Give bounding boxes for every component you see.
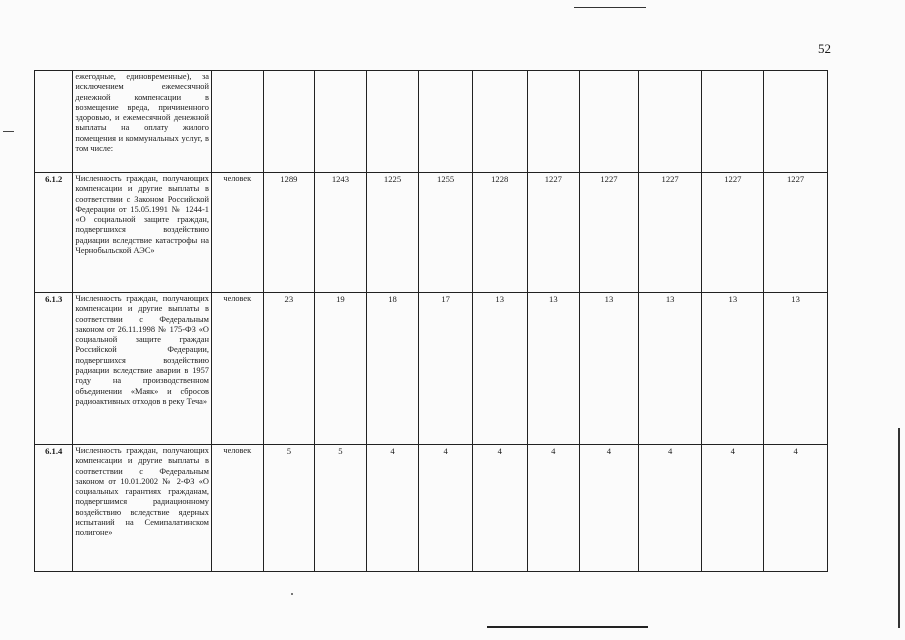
value-cell: 5 (263, 445, 315, 572)
value-cell (263, 71, 315, 173)
value-cell: 19 (315, 293, 367, 445)
value-cell: 18 (366, 293, 419, 445)
value-cell: 13 (764, 293, 828, 445)
scan-edge-line (898, 428, 900, 628)
value-cell: 4 (527, 445, 580, 572)
value-cell (702, 71, 764, 173)
value-cell: 13 (580, 293, 639, 445)
value-cell (527, 71, 580, 173)
page-number: 52 (818, 41, 831, 56)
value-cell (580, 71, 639, 173)
row-description: Численность граждан, получающих компенсации и другие выплаты в соответствии с Законом Российской Федерации от 15.05.1991 № 1244-1 «О социальной защите граждан, подвергшихся воздействию радиации вследствие катастрофы на Чернобыльской АЭС» (73, 173, 212, 293)
row-unit: человек (211, 173, 263, 293)
row-code: 6.1.4 (35, 445, 73, 572)
value-cell: 4 (366, 445, 419, 572)
value-cell: 1228 (472, 173, 527, 293)
row-code (35, 71, 73, 173)
value-cell: 23 (263, 293, 315, 445)
value-cell: 13 (638, 293, 702, 445)
row-unit (211, 71, 263, 173)
value-cell (764, 71, 828, 173)
row-code: 6.1.3 (35, 293, 73, 445)
value-cell (366, 71, 419, 173)
value-cell: 4 (764, 445, 828, 572)
value-cell: 13 (472, 293, 527, 445)
value-cell: 5 (315, 445, 367, 572)
header-rule (574, 7, 646, 8)
value-cell: 4 (580, 445, 639, 572)
table-row (35, 173, 828, 293)
value-cell (419, 71, 473, 173)
value-cell: 1289 (263, 173, 315, 293)
value-cell: 1243 (315, 173, 367, 293)
value-cell: 1227 (702, 173, 764, 293)
row-description: Численность граждан, получающих компенсации и другие выплаты в соответствии с Федеральным законом от 26.11.1998 № 175-ФЗ «О социальной защите граждан Российской Федерации, подвергшихся воздействию радиации вследствие аварии в 1957 году на производственном объединении «Маяк» и сбросов радиоактивных отходов в реку Теча» (73, 293, 212, 445)
table-row (35, 445, 828, 572)
value-cell: 13 (702, 293, 764, 445)
value-cell (472, 71, 527, 173)
value-cell (315, 71, 367, 173)
value-cell: 1255 (419, 173, 473, 293)
margin-mark (3, 131, 14, 132)
table-row (35, 71, 828, 173)
value-cell: 1227 (580, 173, 639, 293)
value-cell: 1225 (366, 173, 419, 293)
indicators-table (34, 70, 828, 572)
value-cell: 13 (527, 293, 580, 445)
value-cell: 1227 (638, 173, 702, 293)
row-unit: человек (211, 445, 263, 572)
value-cell: 4 (702, 445, 764, 572)
row-description: ежегодные, единовременные), за исключением ежемесячной денежной компенсации в возмещение вреда, причиненного здоровью, и ежемесячной денежной выплаты на оплату жилого помещения и коммунальных услуг, в том числе: (73, 71, 212, 173)
value-cell (638, 71, 702, 173)
value-cell: 4 (419, 445, 473, 572)
value-cell: 17 (419, 293, 473, 445)
value-cell: 4 (472, 445, 527, 572)
footer-rule (487, 626, 648, 628)
scan-speck (291, 593, 293, 595)
row-description: Численность граждан, получающих компенсации и другие выплаты в соответствии с Федеральным законом от 10.01.2002 № 2-ФЗ «О социальных гарантиях гражданам, подвергшимся радиационному воздействию вследствие ядерных испытаний на Семипалатинском полигоне» (73, 445, 212, 572)
value-cell: 1227 (764, 173, 828, 293)
row-code: 6.1.2 (35, 173, 73, 293)
table-row (35, 293, 828, 445)
value-cell: 4 (638, 445, 702, 572)
row-unit: человек (211, 293, 263, 445)
value-cell: 1227 (527, 173, 580, 293)
